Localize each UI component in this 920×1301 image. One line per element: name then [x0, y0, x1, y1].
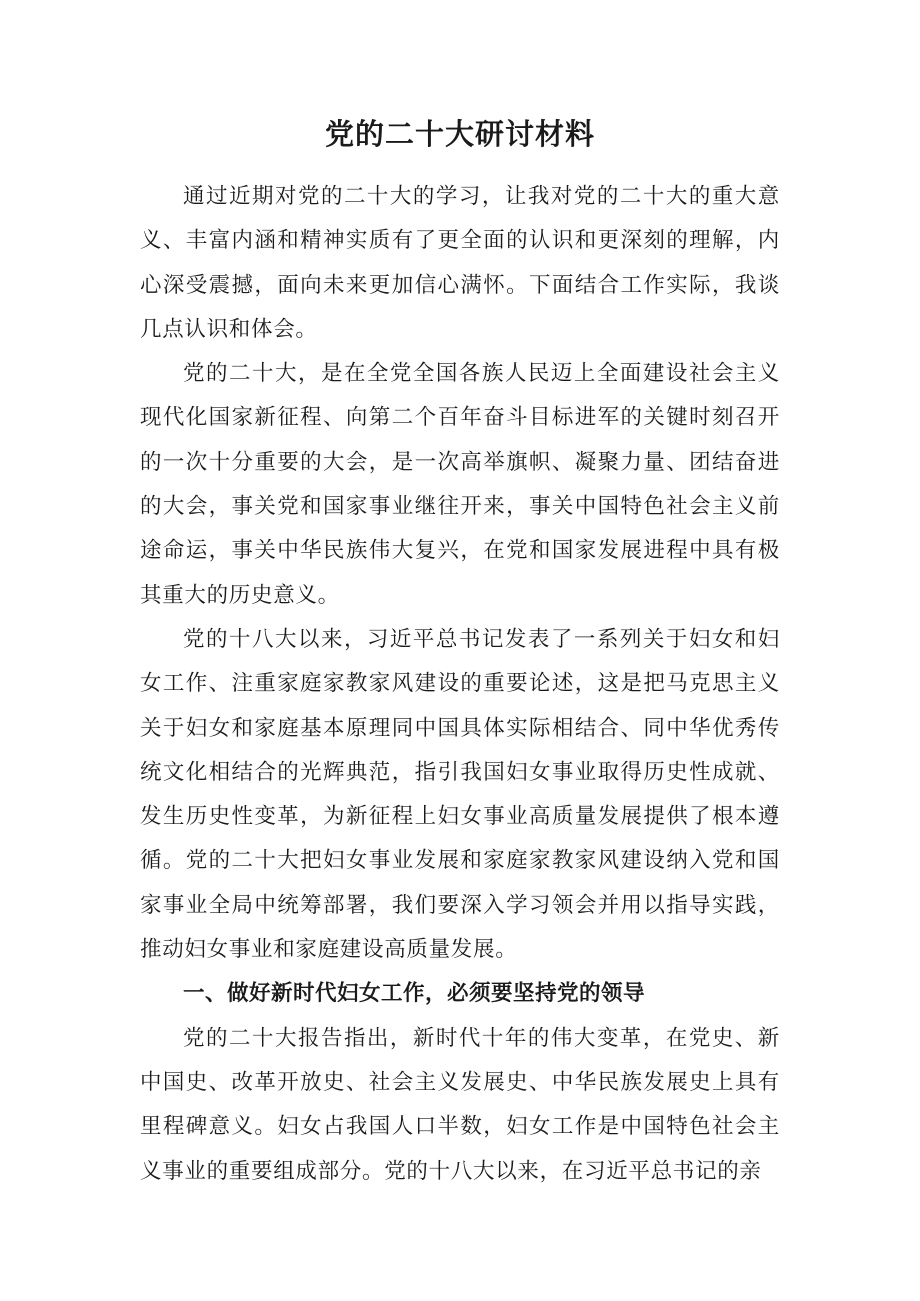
paragraph-congress-significance: 党的二十大，是在全党全国各族人民迈上全面建设社会主义现代化国家新征程、向第二个百年奋斗目标进军的关键时刻召开的一次十分重要的大会，是一次高举旗帜、凝聚力量、团结奋进的大会，事关党和国家事业继往开来，事关中国特色社会主义前途命运，事关中华民族伟大复兴，在党和国家发展进程中具有极其重大的历史意义。	[140, 361, 780, 608]
paragraph-intro: 通过近期对党的二十大的学习，让我对党的二十大的重大意义、丰富内涵和精神实质有了更全面的认识和更深刻的理解，内心深受震撼，面向未来更加信心满怀。下面结合工作实际，我谈几点认识和体会。	[140, 184, 780, 342]
document-title: 党的二十大研讨材料	[324, 117, 595, 151]
paragraph-women-work: 党的十八大以来，习近平总书记发表了一系列关于妇女和妇女工作、注重家庭家教家风建设的重要论述，这是把马克思主义关于妇女和家庭基本原理同中国具体实际相结合、同中华优秀传统文化相结合的光辉典范，指引我国妇女事业取得历史性成就、发生历史性变革，为新征程上妇女事业高质量发展提供了根本遵循。党的二十大把妇女事业发展和家庭家教家风建设纳入党和国家事业全局中统筹部署，我们要深入学习领会并用以指导实践，推动妇女事业和家庭建设高质量发展。	[140, 626, 780, 963]
document-body	[140, 175, 780, 1194]
paragraph-section-1: 党的二十大报告指出，新时代十年的伟大变革，在党史、新中国史、改革开放史、社会主义发展史、中华民族发展史上具有里程碑意义。妇女占我国人口半数，妇女工作是中国特色社会主义事业的重要组成部分。党的十八大以来，在习近平总书记的亲	[140, 1025, 780, 1184]
section-heading-1: 一、做好新时代妇女工作，必须要坚持党的领导	[183, 981, 646, 1007]
